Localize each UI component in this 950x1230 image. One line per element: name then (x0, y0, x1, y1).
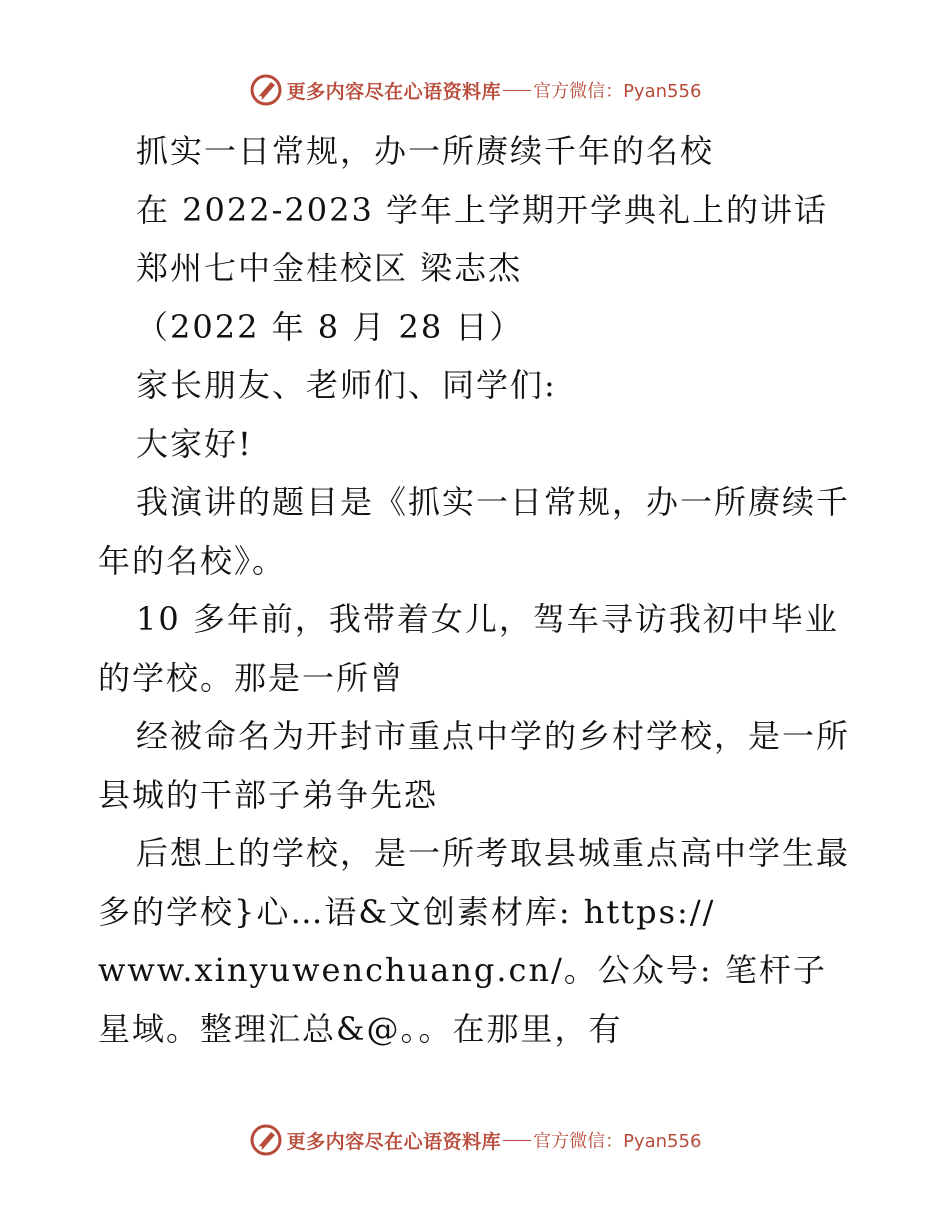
banner-separator (503, 90, 531, 91)
doc-line: 后想上的学校，是一所考取县城重点高中学生最多的学校}心…语&文创素材库: https:// (98, 834, 851, 931)
document-body (98, 122, 858, 1058)
banner-text: 更多内容尽在心语资料库 (286, 1130, 502, 1153)
pen-logo-icon (249, 73, 283, 107)
footer-banner (0, 1120, 950, 1160)
header-banner (0, 70, 950, 110)
doc-line: 在 2022-2023 学年上学期开学典礼上的讲话 (136, 190, 829, 229)
banner-separator (503, 1140, 531, 1141)
pen-logo-icon (249, 1123, 283, 1157)
banner-text: 更多内容尽在心语资料库 (286, 80, 502, 103)
doc-line: 我演讲的题目是《抓实一日常规，办一所赓续千年的名校》。 (98, 483, 851, 580)
doc-line: 经被命名为开封市重点中学的乡村学校，是一所县城的干部子弟争先恐 (98, 717, 851, 814)
doc-line: www.xinyuwenchuang.cn/。公众号: 笔杆子星域。整理汇总&@。。在那里，有 (98, 951, 827, 1048)
doc-line: （2022 年 8 月 28 日） (136, 307, 524, 346)
doc-line: 10 多年前，我带着女儿，驾车寻访我初中毕业的学校。那是一所曾 (98, 600, 839, 697)
doc-line: 郑州七中金桂校区 梁志杰 (136, 249, 523, 287)
banner-wechat: 官方微信：Pyan556 (533, 1131, 702, 1152)
doc-line: 大家好! (136, 424, 253, 463)
doc-line: 抓实一日常规，办一所赓续千年的名校 (136, 132, 715, 170)
banner-wechat: 官方微信：Pyan556 (533, 81, 702, 102)
doc-line: 家长朋友、老师们、同学们: (136, 366, 557, 404)
